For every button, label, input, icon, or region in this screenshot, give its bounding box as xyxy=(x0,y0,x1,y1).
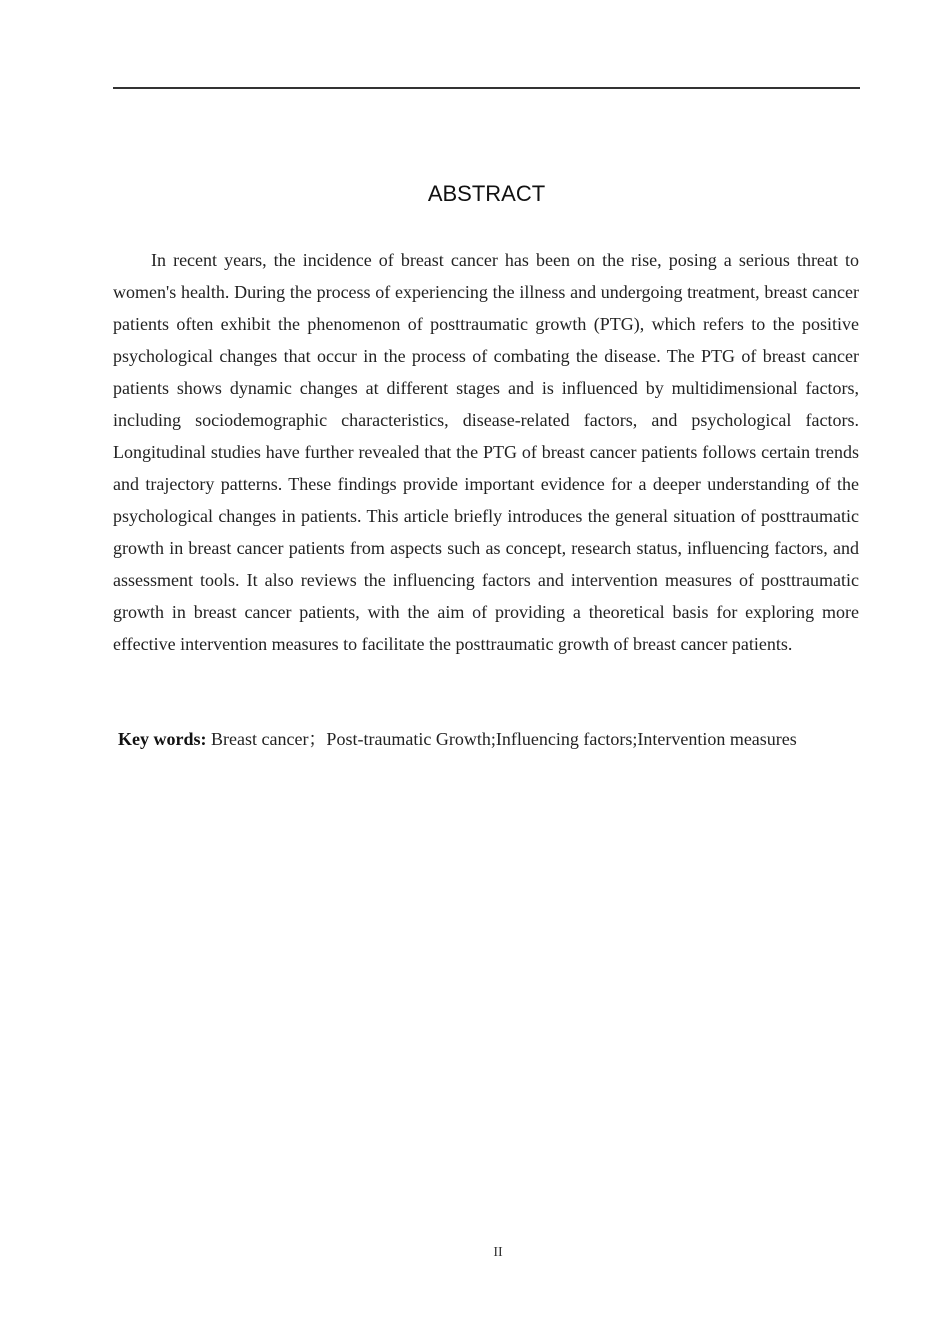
abstract-body: In recent years, the incidence of breast cancer has been on the rise, posing a serious threat to women's health. During the process of experiencing the illness and undergoing treatment, breast cancer patients often exhibit the phenomenon of posttraumatic growth (PTG), which refers to the positive psychological changes that occur in the process of combating the disease. The PTG of breast cancer patients shows dynamic changes at different stages and is influenced by multidimensional factors, including sociodemographic characteristics, disease-related factors, and psychological factors. Longitudinal studies have further revealed that the PTG of breast cancer patients follows certain trends and trajectory patterns. These findings provide important evidence for a deeper understanding of the psychological changes in patients. This article briefly introduces the general situation of posttraumatic growth in breast cancer patients from aspects such as concept, research status, influencing factors, and assessment tools. It also reviews the influencing factors and intervention measures of posttraumatic growth in breast cancer patients, with the aim of providing a theoretical basis for exploring more effective intervention measures to facilitate the posttraumatic growth of breast cancer patients. xyxy=(113,250,859,654)
abstract-title: ABSTRACT xyxy=(427,181,546,206)
keywords-label: Key words: xyxy=(118,729,207,749)
keywords-line xyxy=(118,724,860,754)
keywords-text: Breast cancer；Post-traumatic Growth;Influencing factors;Intervention measures xyxy=(206,729,797,749)
header-rule xyxy=(113,87,860,89)
page-number: II xyxy=(493,1245,503,1260)
